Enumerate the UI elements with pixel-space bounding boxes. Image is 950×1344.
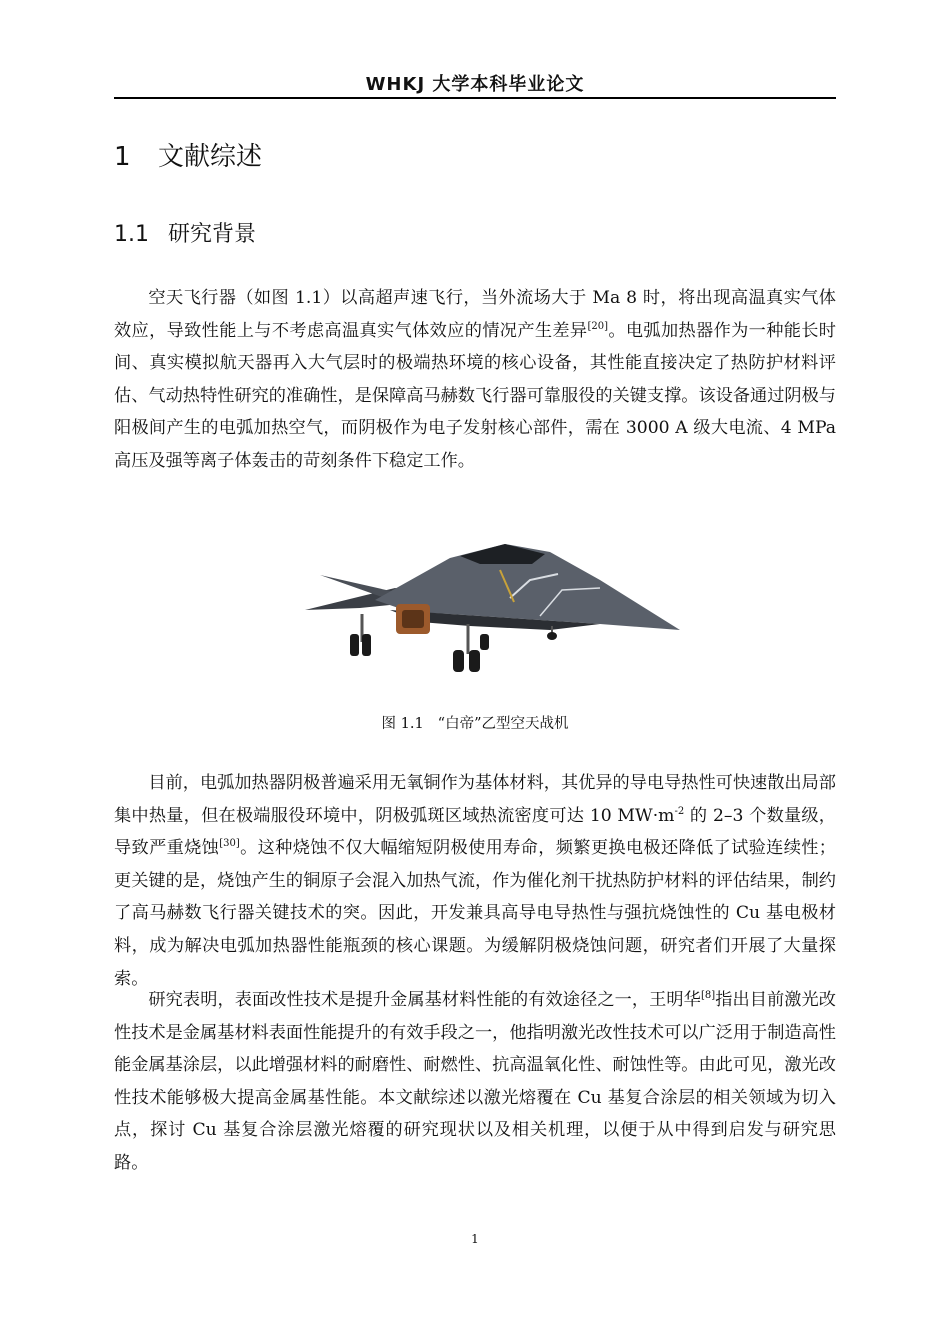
- chapter-heading: [114, 136, 262, 173]
- section-title: 研究背景: [168, 222, 257, 247]
- header-rule: [114, 97, 836, 99]
- citation: [30]: [219, 838, 240, 850]
- spaceplane-image: [300, 530, 690, 680]
- paragraph-text: 目前，电弧加热器阴极普遍采用无氧铜作为基体材料，其优异的导电导热性可快速散出局部集中热量，但在极端服役环境中，阴极弧斑区域热流密度可达 10 MW·m: [114, 773, 836, 826]
- paragraph-text: 。这种烧蚀不仅大幅缩短阴极使用寿命，频繁更换电极还降低了试验连续性；更关键的是，烧蚀产生的铜原子会混入加热气流，作为催化剂干扰热防护材料的评估结果，制约了高马赫数飞行器关键技术的突。因此，开发兼具高导电导热性与强抗烧蚀性的 Cu 基电极材料，成为解决电弧加热器性能瓶颈的核心课题。为缓解阴极烧蚀问题，研究者们开展了大量探索。: [114, 838, 836, 989]
- citation: [20]: [587, 320, 609, 332]
- paragraph-text: 研究表明，表面改性技术是提升金属基材料性能的有效途径之一，王明华: [148, 990, 701, 1010]
- section-number: 1.1: [114, 222, 149, 247]
- paragraph-text: 的 2–3 个数量级，导致严重烧蚀: [114, 805, 836, 859]
- chapter-number: 1: [114, 142, 131, 172]
- running-header: WHKJ 大学本科毕业论文: [365, 74, 585, 95]
- paragraph-cathode: [114, 767, 836, 995]
- paragraph-text: 。电弧加热器作为一种能长时间、真实模拟航天器再入大气层时的极端热环境的核心设备，其性能直接决定了热防护材料评估、气动热特性研究的准确性，是保障高马赫数飞行器可靠服役的关键支撑。该设备通过阴极与阳极间产生的电弧加热空气，而阴极作为电子发射核心部件，需在 3000 A 级大电流、4 MPa 高压及强等离子体轰击的苛刻条件下稳定工作。: [114, 320, 836, 471]
- paragraph-text: 空天飞行器（如图 1.1）以高超声速飞行，当外流场大于 Ma 8 时，将出现高温真实气体效应，导致性能上与不考虑高温真实气体效应的情况产生差异: [114, 288, 836, 341]
- figure-caption: [0, 712, 950, 733]
- paragraph-intro: [114, 282, 836, 478]
- chapter-title: 文献综述: [158, 142, 263, 172]
- unit-superscript: -2: [674, 805, 685, 817]
- page-number: 1: [471, 1232, 479, 1246]
- citation: [8]: [700, 990, 716, 1001]
- section-heading: [114, 217, 256, 248]
- figure-number: 图 1.1: [381, 716, 424, 732]
- figure-title: “白帝”乙型空天战机: [437, 716, 569, 732]
- paragraph-laser: [114, 984, 836, 1180]
- paragraph-text: 指出目前激光改性技术是金属基材料表面性能提升的有效手段之一，他指明激光改性技术可以广泛用于制造高性能金属基涂层，以此增强材料的耐磨性、耐燃性、抗高温氧化性、耐蚀性等。由此可见，激光改性技术能够极大提高金属基性能。本文献综述以激光熔覆在 Cu 基复合涂层的相关领域为切入点，探讨 Cu 基复合涂层激光熔覆的研究现状以及相关机理，以便于从中得到启发与研究思路。: [114, 990, 836, 1173]
